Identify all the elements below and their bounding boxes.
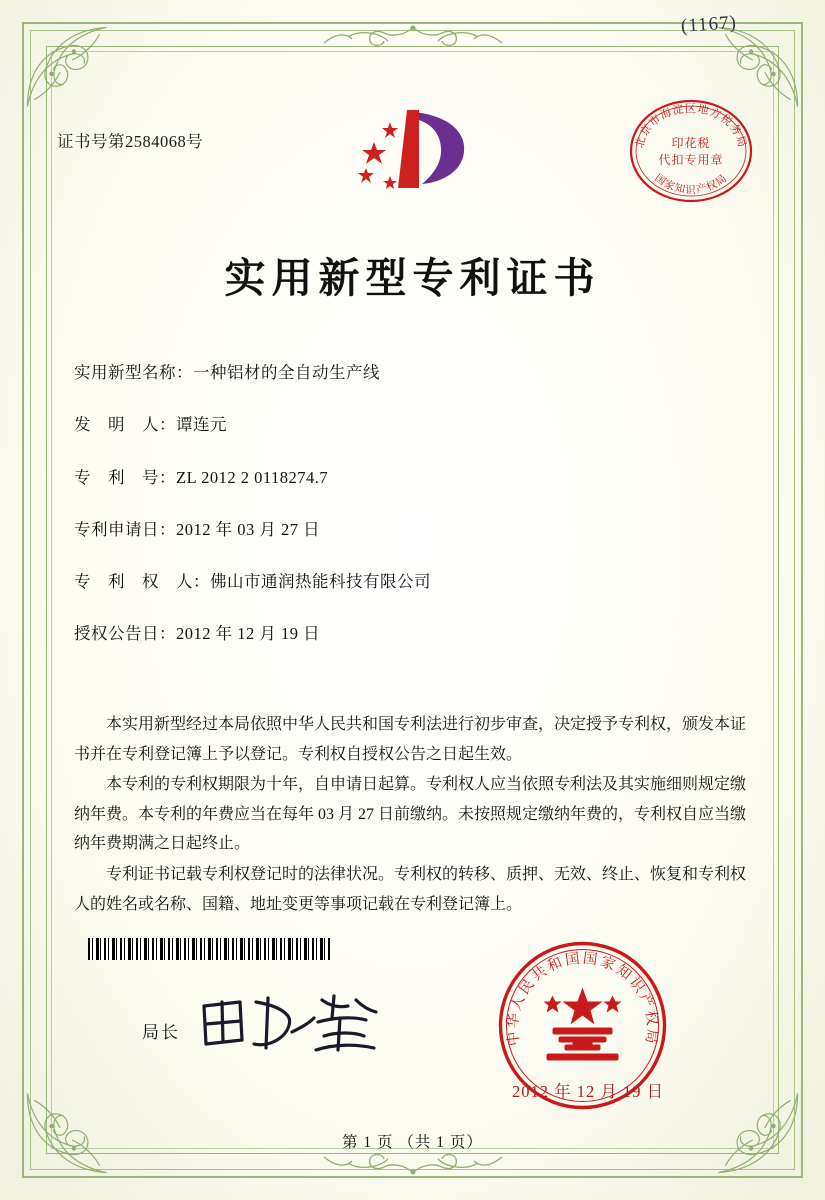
archive-number-handwritten: (1167): [680, 12, 738, 37]
certificate-number: 证书号第2584068号: [57, 132, 204, 151]
field-value: 2012 年 12 月 19 日: [176, 624, 321, 644]
field-row: [74, 362, 734, 384]
seal-date: 2012 年 12 月 19 日: [512, 1082, 665, 1101]
barcode: [88, 938, 330, 960]
page-title: 实用新型专利证书: [224, 254, 601, 302]
svg-text:中华人民共和国国家知识产权局: 中华人民共和国国家知识产权局: [505, 950, 660, 1047]
corner-ornament-icon: [24, 24, 110, 110]
body-paragraph: 专利证书记载专利权登记时的法律状况。专利权的转移、质押、无效、终止、恢复和专利权人的姓名或名称、国籍、地址变更等事项记载在专利登记簿上。: [74, 865, 747, 913]
field-label: 专 利 号：: [74, 467, 176, 487]
page-number: 第 1 页 （共 1 页）: [342, 1134, 483, 1151]
field-row: [74, 519, 734, 541]
field-label: 实用新型名称：: [74, 363, 193, 382]
body-paragraph: 本实用新型经过本局依照中华人民共和国专利法进行初步审查，决定授予专利权，颁发本证书并在专利登记簿上予以登记。专利权自授权公告之日起生效。: [74, 716, 747, 763]
svg-text:国家知识产权局: 国家知识产权局: [652, 171, 730, 196]
field-label: 授权公告日：: [74, 624, 176, 644]
svg-text:代扣专用章: 代扣专用章: [658, 153, 724, 167]
field-label: 专 利 权 人：: [74, 572, 210, 592]
field-row: [74, 623, 734, 645]
body-text: [74, 710, 746, 920]
body-paragraph: 本专利的专利权期限为十年，自申请日起算。专利权人应当依照专利法及其实施细则规定缴纳年费。本专利的年费应当在每年 03 月 27 日前缴纳。未按照规定缴纳年费的，专利权自应当缴纳年费期满之日起终止。: [74, 776, 747, 853]
field-row: [74, 571, 734, 593]
field-list: [74, 362, 734, 676]
tax-stamp-seal: [616, 92, 766, 210]
field-label: 发 明 人：: [74, 415, 176, 435]
field-value: 一种铝材的全自动生产线: [193, 363, 380, 382]
svg-text:印花税: 印花税: [671, 136, 711, 150]
field-row: [74, 467, 734, 489]
field-row: [74, 414, 734, 436]
director-label: 局长: [142, 1023, 180, 1042]
field-value: 谭连元: [176, 415, 227, 435]
field-value: 佛山市通润热能科技有限公司: [210, 572, 431, 592]
sipo-logo-icon: [338, 100, 488, 200]
field-value: 2012 年 03 月 27 日: [176, 519, 321, 539]
svg-text:北京市海淀区地方税务局: 北京市海淀区地方税务局: [632, 102, 750, 150]
field-value: ZL 2012 2 0118274.7: [176, 467, 329, 487]
director-signature-handwritten: [196, 988, 391, 1060]
top-border-ornament-icon: [288, 23, 538, 53]
field-label: 专利申请日：: [74, 519, 176, 539]
